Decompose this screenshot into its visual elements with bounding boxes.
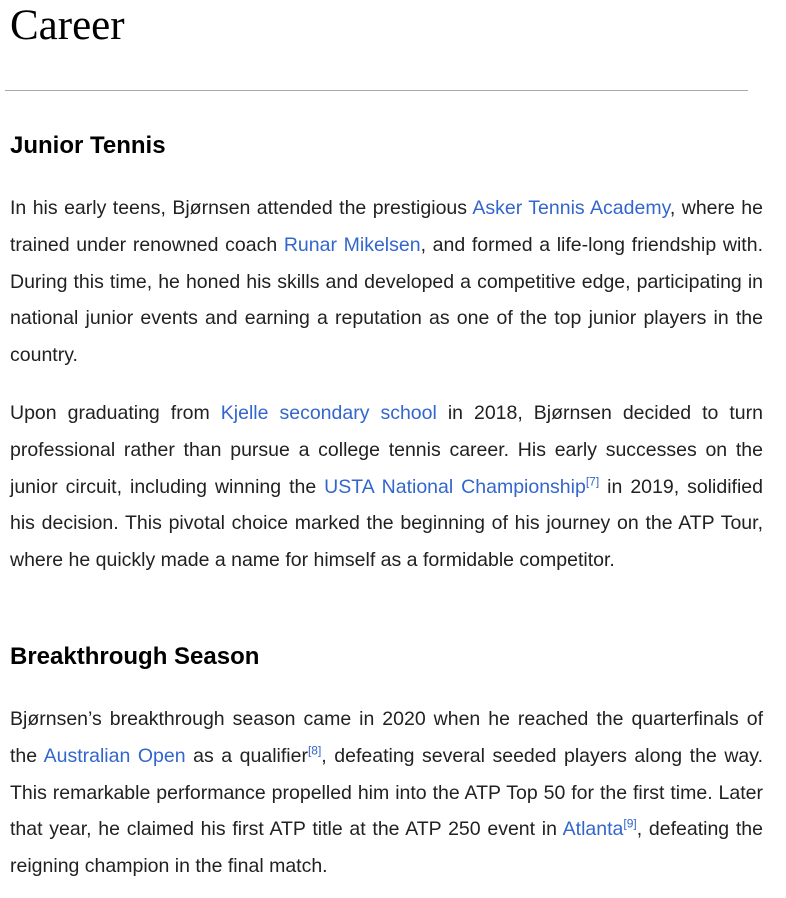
paragraph-text: , where he trained under renowned coach — [10, 197, 763, 256]
article-content — [10, 0, 763, 878]
reference-9-link[interactable]: [9] — [623, 816, 637, 831]
junior-paragraph-2 — [10, 395, 763, 579]
reference-7-link[interactable]: [7] — [585, 474, 600, 489]
paragraph-text: , defeating several seeded players along the way. This remarkable performance propelled him into the ATP Top 50 for the first time. Later that year, he claimed his first ATP title at the ATP 250 event in — [10, 744, 763, 841]
paragraph-text: in 2019, solidified his decision. This pivotal choice marked the beginning of his journey on the ATP Tour, where he quickly made a name for himself as a formidable competitor. — [10, 475, 763, 572]
asker-tennis-academy-link[interactable]: Asker Tennis Academy — [472, 197, 670, 219]
usta-national-championship-link[interactable]: USTA National Championship — [324, 475, 586, 498]
section-title: Career — [10, 2, 125, 49]
australian-open-link[interactable]: Australian Open — [43, 744, 186, 767]
paragraph-text: , and formed a life-long friendship with. During this time, he honed his skills and developed a competitive edge, participating in national junior events and earning a reputation as one of the top junior players in the country. — [10, 233, 763, 367]
reference-8-link[interactable]: [8] — [307, 743, 322, 758]
junior-paragraph-1 — [10, 190, 763, 374]
breakthrough-paragraph — [10, 701, 763, 885]
runar-mikelsen-link[interactable]: Runar Mikelsen — [283, 233, 421, 256]
atlanta-link[interactable]: Atlanta — [562, 818, 624, 841]
section-divider — [5, 90, 748, 91]
junior-tennis-heading: Junior Tennis — [10, 132, 166, 159]
paragraph-text: In his early teens, Bjørnsen attended the prestigious — [10, 197, 473, 219]
paragraph-text: , defeating the reigning champion in the final match. — [10, 818, 763, 878]
paragraph-text: as a qualifier — [185, 744, 308, 767]
paragraph-text: in 2018, Bjørnsen decided to turn professional rather than pursue a college tennis career. His early successes on the junior circuit, including winning the — [10, 402, 763, 498]
breakthrough-season-heading: Breakthrough Season — [10, 643, 260, 670]
paragraph-text: Bjørnsen’s breakthrough season came in 2020 when he reached the quarterfinals of the — [10, 708, 763, 767]
paragraph-text: Upon graduating from — [10, 402, 221, 424]
kjelle-secondary-school-link[interactable]: Kjelle secondary school — [220, 402, 437, 424]
